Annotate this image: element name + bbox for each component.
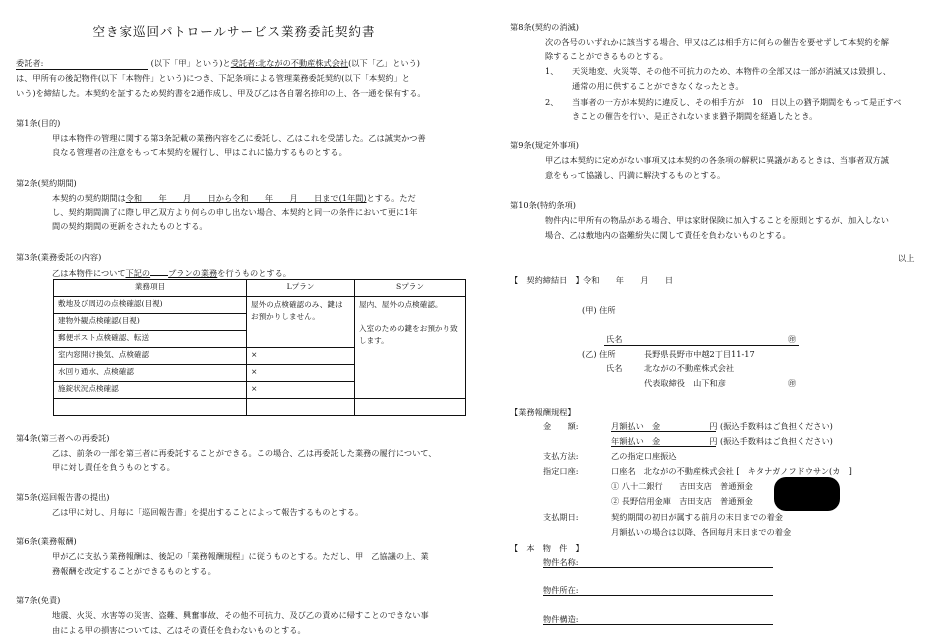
intro-line-1 [16,58,420,70]
article-9-heading: 第9条(規定外事項) [510,140,579,150]
article-8-item-1-cont: 通常の用に供することができなくなったとき。 [572,81,744,91]
intro-line-2: は、甲所有の後記物件(以下「本物件」という)につき、下記条項による管理業務委託契約(以下「本契約」と [16,73,410,83]
consignor-suffix: (以下「甲」という)と [150,58,231,68]
article-7-line-2: 由による甲の損害については、乙はその責任を負わないものとする。 [52,625,306,635]
table-cell: × [247,382,355,399]
fee-annual: 年額払い 金 円 [611,436,718,446]
contract-period: 令和 年 月 日から令和 年 月 日まで(1年間) [125,193,367,203]
article-8-heading: 第8条(契約の消滅) [510,22,579,32]
article-6-line-2: 務報酬を改定することができるものとする。 [52,566,216,576]
document-title: 空き家巡回パトロールサービス業務委託契約書 [92,24,376,39]
party-a-name-underline [604,345,799,346]
table-header: Sプラン [355,280,466,297]
fee-monthly-underline [611,431,716,432]
article-2-prefix: 本契約の契約期間は [52,193,126,203]
article-10-heading: 第10条(特約条項) [510,200,576,210]
article-9-line-1: 甲乙は本契約に定めがない事項又は本契約の各条項の解釈に異議があるときは、当事者双方誠 [545,155,889,165]
article-4-heading: 第4条(第三者への再委託) [16,433,110,443]
fee-monthly-note: (振込手数料はご負担ください) [720,421,833,431]
party-b-seal: ㊞ [788,378,797,388]
table-cell: 郵便ポスト点検確認、転送 [54,331,247,348]
signing-date-label: 【 契約締結日 】 [510,275,584,285]
ijo-mark: 以上 [898,253,915,263]
bank-account-1: ① 八十二銀行 吉田支店 普通預金 [611,481,753,491]
fee-amount-label: 金 額: [543,421,579,431]
article-7-line-1: 地震、火災、水害等の災害、盗難、興奮事故、その他不可抗力、及び乙の責めに帰すことのできない事 [52,610,429,620]
article-4-line-2: 甲に対し責任を負うものとする。 [52,462,175,472]
party-b-address-label: (乙) 住所 [582,349,616,359]
table-cell: 室内窓開け換気、点検確認 [54,348,247,365]
table-cell: 建物外観点検確認(目視) [54,314,247,331]
article-2-line-2: し、契約期間満了に際し甲乙双方より何らの申し出ない場合、本契約と同一の条件において更に1年 [52,207,418,217]
fee-monthly: 月額払い 金 円 [611,421,718,431]
party-a-address-label: (甲) 住所 [582,305,616,315]
due-date-1: 契約期間の初日が属する前月の末日までの着金 [611,512,783,522]
payment-method: 乙の指定口座振込 [611,451,677,461]
redaction-mark [774,477,840,511]
article-2-line-1 [52,193,416,204]
article-6-line-1: 甲が乙に支払う業務報酬は、後記の「業務報酬規程」に従うものとする。ただし、甲 乙協議の上、業 [52,551,429,561]
intro-line-3: いう)を締結した。本契約を証するため契約書を2通作成し、甲及び乙は各自署名捺印の上、各一通を保有する。 [16,88,426,98]
article-8-item-2-number: 2、 [545,97,559,107]
bank-account-2: ② 長野信用金庫 吉田支店 普通預金 [611,496,753,506]
article-3-heading: 第3条(業務委託の内容) [16,252,102,262]
property-heading: 【 本 物 件 】 [510,543,584,553]
property-location-label: 物件所在: [543,585,579,595]
table-cell: 敷地及び周辺の点検確認(目視) [54,297,247,314]
article-8-item-2: 当事者の一方が本契約に違反し、その相手方が 10 日以上の猶予期間をもって是正すべ [572,97,902,107]
article-8-item-1-number: 1、 [545,66,559,76]
table-cell: × [247,348,355,365]
article-8-item-2-cont: きことの催告を行い、是正されないまま猶予期間を経過したとき。 [572,111,818,121]
s-plan-note-2: 入室のための鍵をお預かり致します。 [359,324,458,345]
party-b-representative: 代表取締役 山下和彦 [644,378,726,388]
property-structure-underline [543,624,773,625]
consignee-label: 受託者:北ながの不動産株式会社 [230,58,349,68]
article-3-below: 下記の [125,268,151,278]
signing-date-value: 令和 年 月 日 [583,275,674,285]
table-header: Lプラン [247,280,355,297]
article-7-heading: 第7条(免責) [16,595,61,605]
article-8-item-1: 天災地変、火災等、その他不可抗力のため、本物件の全部又は一部が消滅又は毀損し、 [572,66,891,76]
account-label: 指定口座: [543,466,579,476]
article-3-plan: プランの業務 [168,268,218,278]
article-4-line-1: 乙は、前条の一部を第三者に再委託することができる。この場合、乙は再委託した業務の履行について、 [52,448,437,458]
article-8-line-1: 次の各号のいずれかに該当する場合、甲又は乙は相手方に何らの催告を要せずして本契約を解 [545,37,889,47]
payment-method-label: 支払方法: [543,451,579,461]
article-2-suffix: とする。ただ [366,193,416,203]
consignor-label: 委託者: [16,58,148,70]
article-1-heading: 第1条(目的) [16,118,61,128]
article-5-heading: 第5条(巡回報告書の提出) [16,492,110,502]
property-name-label: 物件名称: [543,557,579,567]
article-6-heading: 第6条(業務報酬) [16,536,77,546]
article-3-prefix: 乙は本物件について [52,268,126,278]
article-2-heading: 第2条(契約期間) [16,178,77,188]
article-9-line-2: 意をもって協議し、円満に解決するものとする。 [545,170,726,180]
table-cell: × [247,365,355,382]
fee-rules-heading: 【業務報酬規程】 [510,407,576,417]
s-plan-note [355,297,466,399]
article-10-line-2: 場合、乙は敷地内の盗難紛失に関して責任を負わないものとする。 [545,230,791,240]
service-table [53,279,466,416]
plan-blank [150,266,168,276]
article-2-line-3: 間の契約期間の更新をされたものとする。 [52,221,208,231]
article-5-line-1: 乙は甲に対し、月毎に「巡回報告書」を提出することによって報告するものとする。 [52,507,364,517]
party-b-name-label: 氏名 [606,363,623,373]
property-structure-label: 物件構造: [543,614,579,624]
consignee-suffix: (以下「乙」という) [348,58,420,68]
l-plan-note: 屋外の点検確認のみ、鍵はお預かりしません。 [247,297,355,348]
due-date-2: 月額払いの場合は以降、各回毎月末日までの着金 [611,527,792,537]
party-b-company: 北ながの不動産株式会社 [644,363,735,373]
due-date-label: 支払期日: [543,512,579,522]
table-cell [355,399,466,416]
table-cell [54,399,247,416]
s-plan-note-1: 屋内、屋外の点検確認。 [359,300,443,309]
fee-annual-note: (振込手数料はご負担ください) [720,436,833,446]
property-name-underline [543,567,773,568]
table-header-row [54,280,466,297]
article-1-line-1: 甲は本物件の管理に関する第3条記載の業務内容を乙に委託し、乙はこれを受諾した。乙は誠実かつ善 [52,133,426,143]
party-a-name-label: 氏名 [606,334,623,344]
table-row [54,297,466,314]
article-10-line-1: 物件内に甲所有の物品がある場合、甲は家財保険に加入することを原則とするが、加入しない [545,215,889,225]
property-location-underline [543,595,773,596]
article-8-line-2: 除することができるものとする。 [545,51,668,61]
table-row [54,399,466,416]
party-a-seal: ㊞ [788,334,797,344]
table-header: 業務項目 [54,280,247,297]
table-cell: 水回り通水、点検確認 [54,365,247,382]
article-3-suffix: を行うものとする。 [217,268,291,278]
account-name: 口座名 北ながの不動産株式会社 [ キタナガノフドウサン(カ ] [611,466,852,476]
table-cell [247,399,355,416]
fee-annual-underline [611,446,716,447]
party-b-address: 長野県長野市中越2丁目11-17 [644,349,755,359]
table-cell: 施錠状況点検確認 [54,382,247,399]
article-3-line-1 [52,266,291,279]
article-1-line-2: 良なる管理者の注意をもって本契約を履行し、甲はこれに協力するものとする。 [52,147,347,157]
